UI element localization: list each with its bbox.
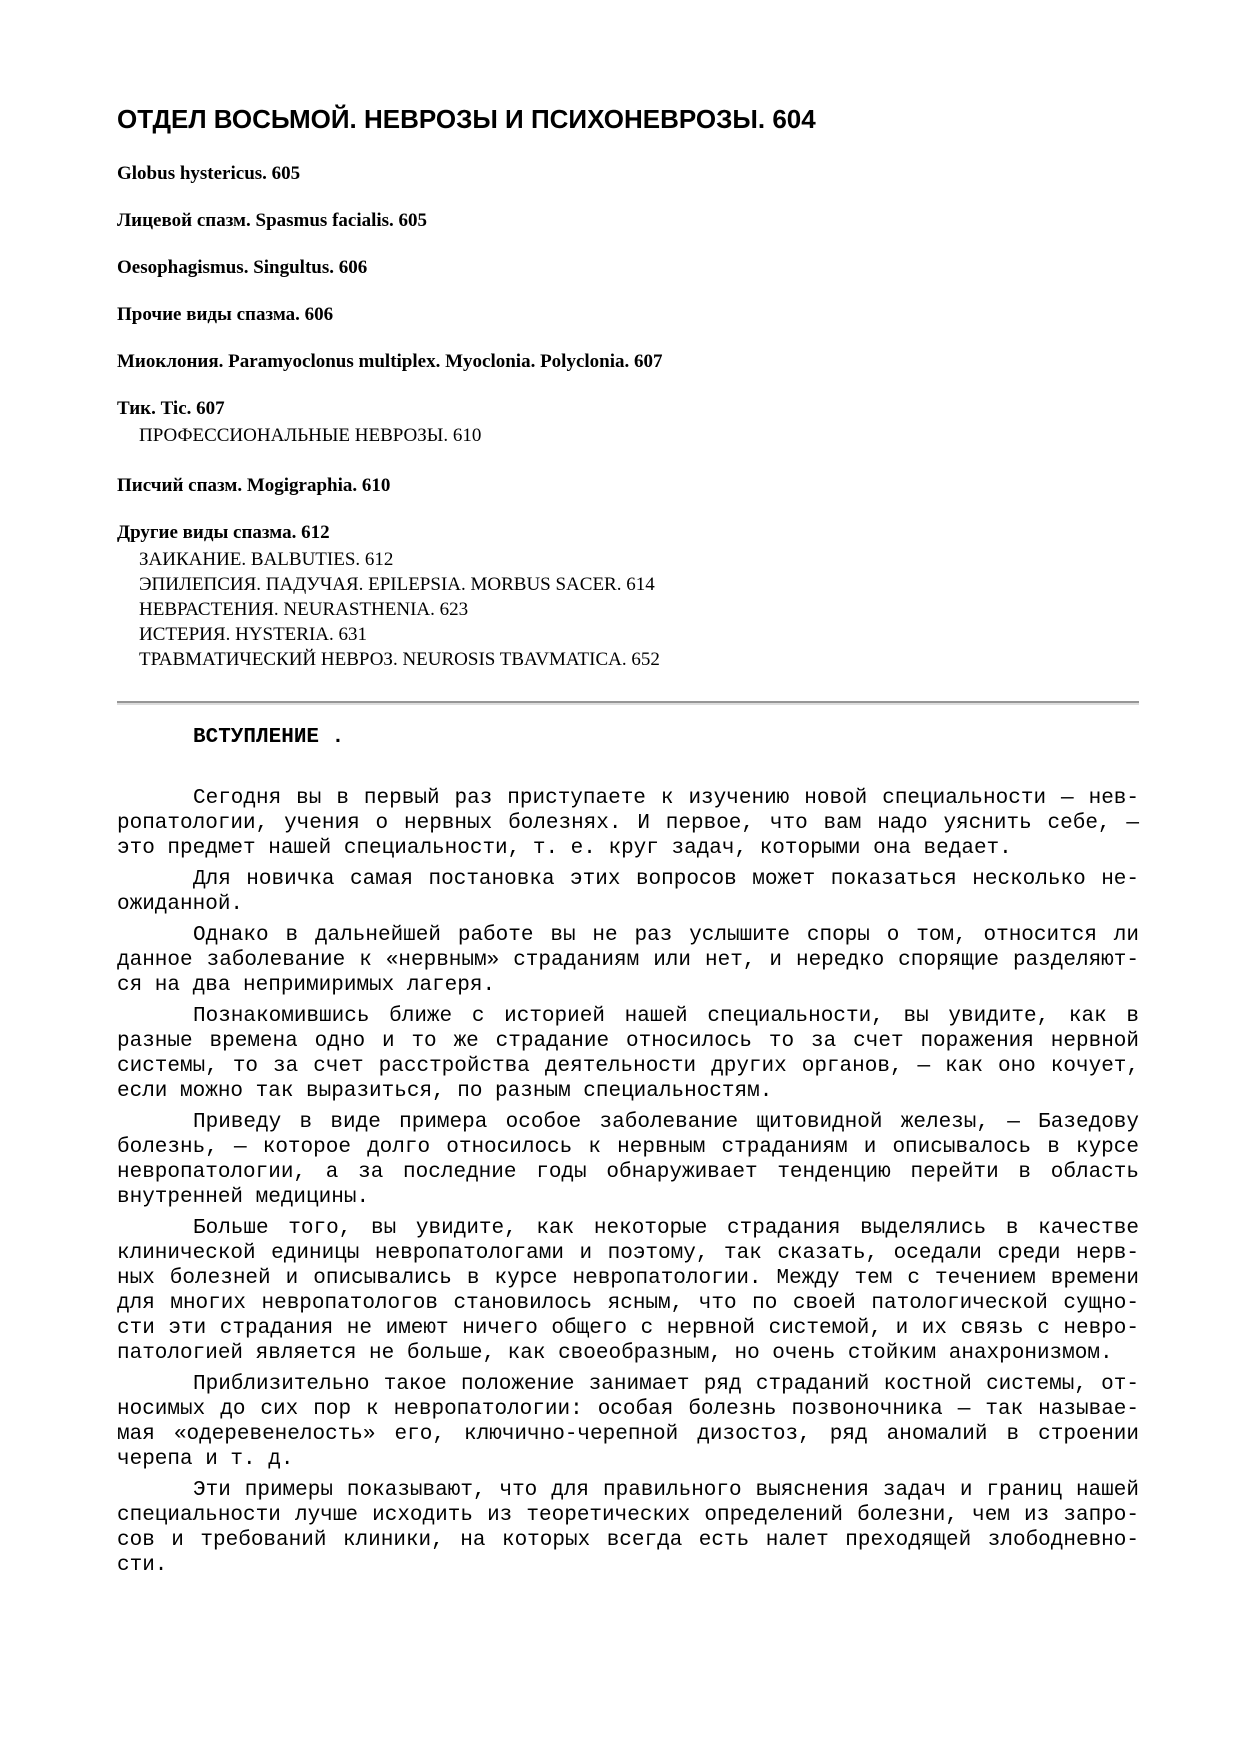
horizontal-rule [117, 701, 1139, 705]
toc-entry: Тик. Tic. 607 [117, 398, 225, 419]
paragraph [117, 867, 1139, 917]
paragraph [117, 1216, 1139, 1366]
paragraph-line: мая «одеревенелость» его, ключично-черепной дизостоз, ряд аномалий в строении [117, 1423, 1139, 1446]
paragraph-line: болезнь, — которое долго относилось к нервным страданиям и описывалось в курсе [117, 1136, 1139, 1159]
toc-entry: Другие виды спазма. 612 [117, 522, 330, 543]
paragraph [117, 1478, 1139, 1578]
paragraph-line: патологией является не больше, как своеобразным, но очень стойким анахронизмом. [117, 1342, 1113, 1365]
paragraph-line: ропатологии, учения о нервных болезнях. И первое, что вам надо уяснить себе, — [117, 812, 1139, 835]
page-title: ОТДЕЛ ВОСЬМОЙ. НЕВРОЗЫ И ПСИХОНЕВРОЗЫ. 604 [117, 104, 816, 134]
paragraph-line: внутренней медицины. [117, 1186, 370, 1209]
paragraph-line: Эти примеры показывают, что для правильного выяснения задач и границ нашей [193, 1479, 1139, 1502]
paragraph-line: Приведу в виде примера особое заболевание щитовидной железы, — Базедову [193, 1111, 1139, 1134]
toc-entry: ИСТЕРИЯ. HYSTERIA. 631 [139, 624, 368, 645]
intro-body [117, 786, 1139, 1578]
toc-entry: Oesophagismus. Singultus. 606 [117, 257, 368, 278]
paragraph [117, 1110, 1139, 1210]
paragraph-line: Приблизительно такое положение занимает ряд страданий костной системы, от- [193, 1373, 1139, 1396]
toc-entry: Писчий спазм. Mogigraphia. 610 [117, 475, 391, 496]
paragraph-line: если можно так выразиться, по разным специальностям. [117, 1080, 773, 1103]
paragraph-line: невропатологии, а за последние годы обнаруживает тенденцию перейти в область [117, 1161, 1139, 1184]
paragraph [117, 1004, 1139, 1104]
paragraph-line: ожиданной. [117, 893, 244, 916]
toc-entry: Миоклония. Paramyoclonus multiplex. Myoclonia. Polyclonia. 607 [117, 351, 663, 372]
page-content [117, 0, 1139, 1578]
paragraph-line: сти. [117, 1554, 168, 1577]
toc-entry: ТРАВМАТИЧЕСКИЙ НЕВРОЗ. NEUROSIS TBAVMATICA. 652 [139, 649, 660, 670]
paragraph-line: Для новичка самая постановка этих вопросов может показаться несколько не- [193, 868, 1139, 891]
toc-entry: Прочие виды спазма. 606 [117, 304, 334, 325]
paragraph-line: ся на два непримиримых лагеря. [117, 974, 496, 997]
toc-entry: ЗАИКАНИЕ. BALBUTIES. 612 [139, 549, 394, 570]
paragraph-line: Больше того, вы увидите, как некоторые страдания выделялись в качестве [193, 1217, 1139, 1240]
paragraph-line: черепа и т. д. [117, 1448, 294, 1471]
paragraph-line: сти эти страдания не имеют ничего общего с нервной системой, и их связь с невро- [117, 1317, 1139, 1340]
toc-entry: ЭПИЛЕПСИЯ. ПАДУЧАЯ. EPILEPSIA. MORBUS SACER. 614 [139, 574, 655, 595]
paragraph-line: клинической единицы невропатологами и поэтому, так сказать, оседали среди нерв- [117, 1242, 1139, 1265]
toc-entry: Globus hystericus. 605 [117, 163, 301, 184]
paragraph-line: для многих невропатологов становилось ясным, что по своей патологической сущно- [117, 1292, 1139, 1315]
paragraph-line: ных болезней и описывались в курсе невропатологии. Между тем с течением времени [117, 1267, 1139, 1290]
paragraph-line: специальности лучше исходить из теоретических определений болезни, чем из запро- [117, 1504, 1139, 1527]
paragraph-line: носимых до сих пор к невропатологии: особая болезнь позвоночника — так называе- [117, 1398, 1139, 1421]
toc-entry: НЕВРАСТЕНИЯ. NEURASTHENIA. 623 [139, 599, 469, 620]
toc-entry: Лицевой спазм. Spasmus facialis. 605 [117, 210, 428, 231]
paragraph-line: Сегодня вы в первый раз приступаете к изучению новой специальности — нев- [193, 787, 1139, 810]
toc-list [117, 164, 1139, 672]
paragraph-line: сов и требований клиники, на которых всегда есть налет преходящей злободневно- [117, 1529, 1139, 1552]
paragraph-line: данное заболевание к «нервным» страданиям или нет, и нередко спорящие разделяют- [117, 949, 1139, 972]
paragraph [117, 786, 1139, 861]
paragraph-line: Однако в дальнейшей работе вы не раз услышите споры о том, относится ли [193, 924, 1139, 947]
paragraph-line: разные времена одно и то же страдание относилось то за счет поражения нервной [117, 1030, 1139, 1053]
paragraph-line: системы, то за счет расстройства деятельности других органов, — как оно кочует, [117, 1055, 1139, 1078]
paragraph-line: Познакомившись ближе с историей нашей специальности, вы увидите, как в [193, 1005, 1139, 1028]
toc-entry: ПРОФЕССИОНАЛЬНЫЕ НЕВРОЗЫ. 610 [139, 425, 482, 446]
paragraph [117, 923, 1139, 998]
paragraph [117, 1372, 1139, 1472]
paragraph-line: это предмет нашей специальности, т. е. круг задач, которыми она ведает. [117, 837, 1012, 860]
section-heading-vstuplenie: ВСТУПЛЕНИЕ . [193, 726, 345, 749]
